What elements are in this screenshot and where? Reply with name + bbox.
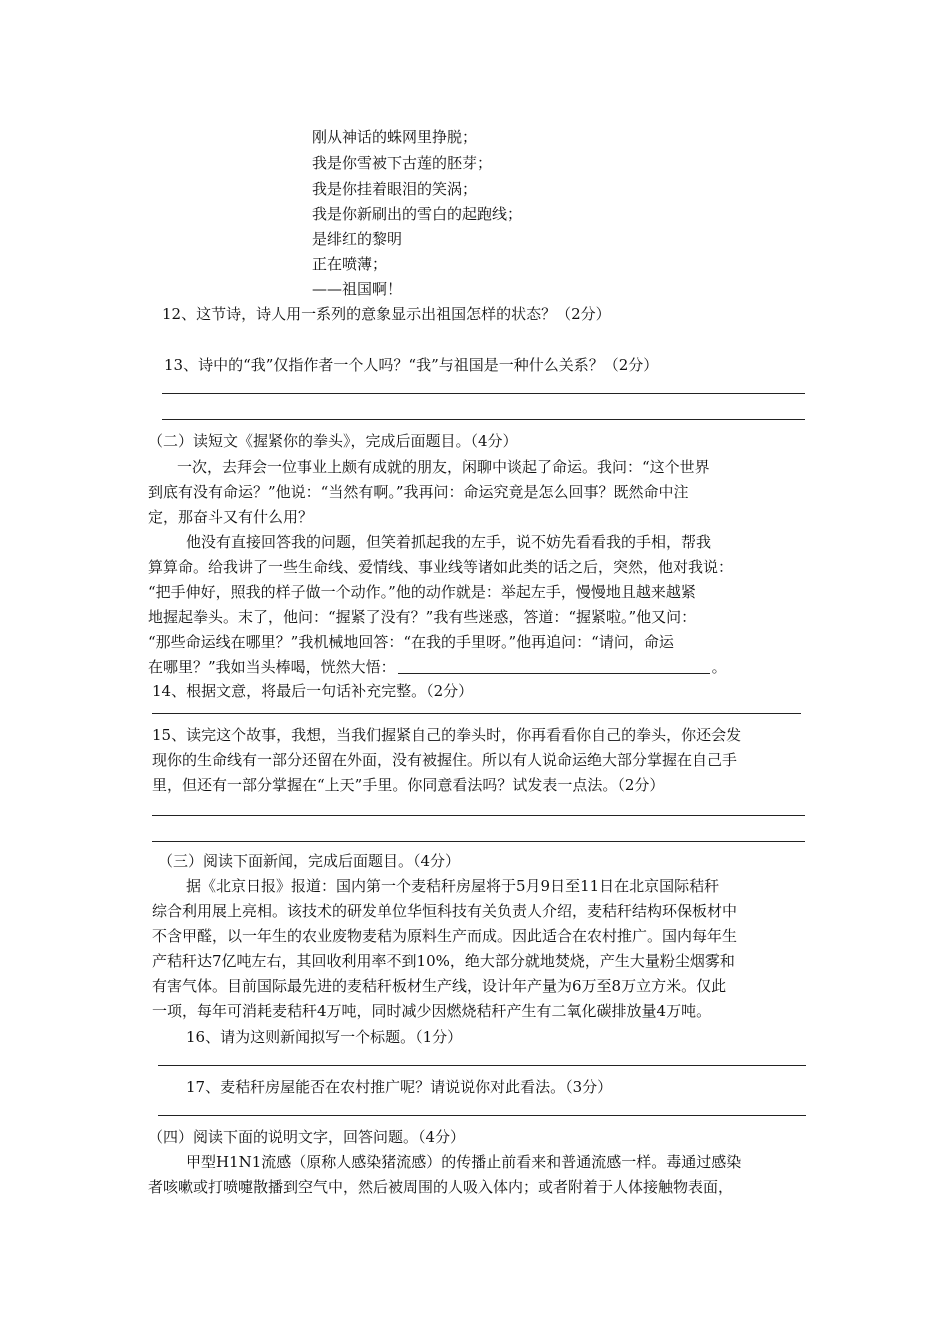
paragraph-line: 产秸秆达7亿吨左右，其回收利用率不到10%，绝大部分就地焚烧，产生大量粉尘烟雾和 (152, 952, 735, 970)
answer-line[interactable] (152, 713, 801, 714)
section-3-title: （三）阅读下面新闻，完成后面题目。（4分） (158, 852, 461, 870)
paragraph-line: 据《北京日报》报道：国内第一个麦秸秆房屋将于5月9日至11日在北京国际秸秆 (186, 877, 720, 895)
paragraph-line: 他没有直接回答我的问题，但笑着抓起我的左手，说不妨先看看我的手相，帮我 (186, 533, 712, 551)
poem-line: 刚从神话的蛛网里挣脱； (312, 128, 478, 146)
paragraph-line-with-blank (148, 657, 727, 677)
question-17: 17、麦秸秆房屋能否在农村推广呢？请说说你对此看法。（3分） (186, 1078, 613, 1096)
paragraph-line: 到底有没有命运？”他说：“当然有啊。”我再问：命运究竟是怎么回事？既然命中注 (148, 483, 689, 501)
paragraph-line: 有害气体。目前国际最先进的麦秸秆板材生产线，设计年产量为6万至8万立方米。仅此 (152, 977, 727, 995)
question-15-line: 里，但还有一部分掌握在“上天”手里。你同意看法吗？试发表一点法。（2分） (152, 776, 665, 794)
question-13: 13、诗中的“我”仅指作者一个人吗？“我”与祖国是一种什么关系？（2分） (164, 356, 659, 374)
question-16: 16、请为这则新闻拟写一个标题。（1分） (186, 1028, 463, 1046)
section-2-title: （二）读短文《握紧你的拳头》，完成后面题目。（4分） (148, 432, 518, 450)
poem-line: 我是你雪被下古莲的胚芽； (312, 154, 493, 172)
fill-in-blank[interactable] (398, 658, 710, 674)
poem-line: 我是你挂着眼泪的笑涡； (312, 180, 478, 198)
section-4-title: （四）阅读下面的说明文字，回答问题。（4分） (148, 1128, 466, 1146)
paragraph-line: 地握起拳头。末了，他问：“握紧了没有？”我有些迷惑，答道：“握紧啦。”他又问： (148, 608, 697, 626)
paragraph-text: 在哪里？”我如当头棒喝，恍然大悟： (148, 658, 396, 676)
answer-line[interactable] (162, 419, 805, 420)
paragraph-line: 不含甲醛，以一年生的农业废物麦秸为原料生产而成。因此适合在农村推广。国内每年生 (152, 927, 738, 945)
paragraph-line: 综合利用展上亮相。该技术的研发单位华恒科技有关负责人介绍，麦秸秆结构环保板材中 (152, 902, 738, 920)
answer-line[interactable] (152, 841, 805, 842)
paragraph-line: 者咳嗽或打喷嚏散播到空气中，然后被周围的人吸入体内；或者附着于人体接触物表面， (148, 1178, 734, 1196)
paragraph-line: 算算命。给我讲了一些生命线、爱情线、事业线等诸如此类的话之后，突然，他对我说： (148, 558, 734, 576)
paragraph-line: “那些命运线在哪里？”我机械地回答：“在我的手里呀。”他再追问：“请问，命运 (148, 633, 674, 651)
poem-line: ——祖国啊！ (312, 280, 403, 298)
poem-line: 我是你新刷出的雪白的起跑线； (312, 205, 523, 223)
paragraph-line: 一次，去拜会一位事业上颇有成就的朋友，闲聊中谈起了命运。我问：“这个世界 (177, 458, 710, 476)
question-15-line: 15、读完这个故事，我想，当我们握紧自己的拳头时，你再看看你自己的拳头，你还会发 (152, 726, 742, 744)
question-14: 14、根据文意，将最后一句话补充完整。（2分） (152, 682, 474, 700)
question-15-line: 现你的生命线有一部分还留在外面，没有被握住。所以有人说命运绝大部分掌握在自己手 (152, 751, 738, 769)
paragraph-line: 定，那奋斗又有什么用？ (148, 508, 314, 526)
paragraph-line: 一项，每年可消耗麦秸秆4万吨，同时减少因燃烧秸秆产生有二氧化碳排放量4万吨。 (152, 1002, 712, 1020)
paragraph-line: 甲型H1N1流感（原称人感染猪流感）的传播止前看来和普通流感一样。毒通过感染 (186, 1153, 742, 1171)
paragraph-line: “把手伸好，照我的样子做一个动作。”他的动作就是：举起左手，慢慢地且越来越紧 (148, 583, 696, 601)
answer-line[interactable] (152, 815, 805, 816)
poem-line: 是绯红的黎明 (312, 230, 403, 248)
answer-line[interactable] (158, 1115, 806, 1116)
paragraph-text: 。 (711, 658, 727, 676)
poem-line: 正在喷薄； (312, 255, 388, 273)
question-12: 12、这节诗，诗人用一系列的意象显示出祖国怎样的状态？（2分） (162, 305, 611, 323)
answer-line[interactable] (162, 393, 805, 394)
answer-line[interactable] (158, 1065, 806, 1066)
